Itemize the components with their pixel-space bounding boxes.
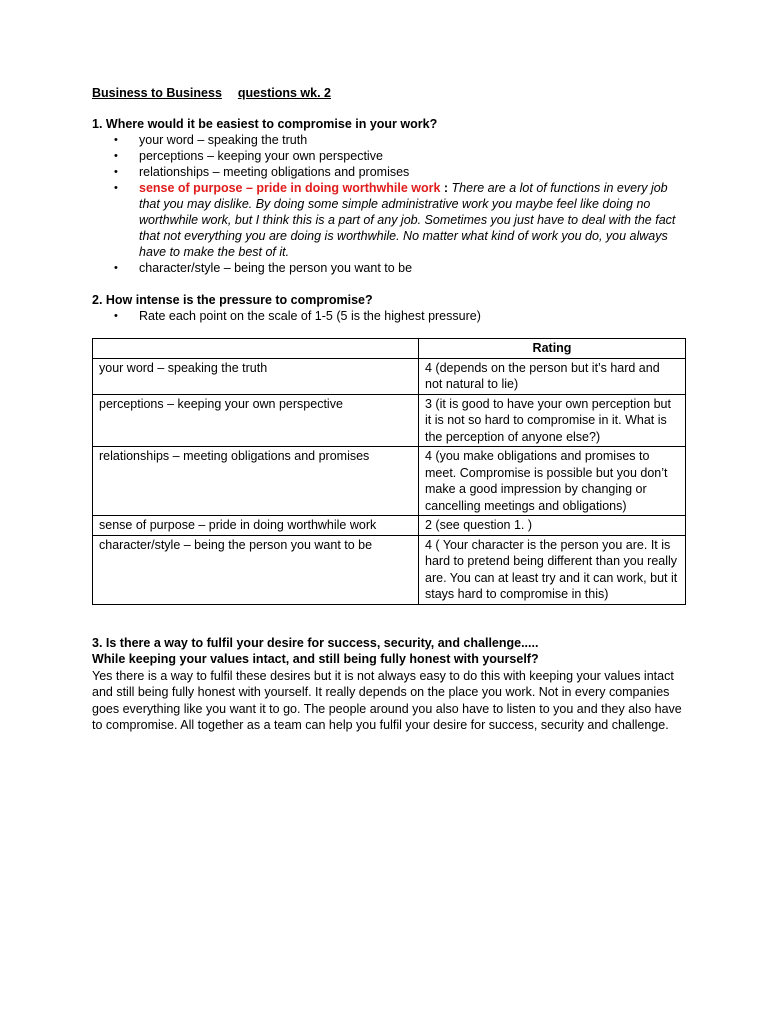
- table-header-row: [93, 339, 686, 359]
- list-item: • relationships – meeting obligations and promises: [92, 164, 692, 180]
- title-left: Business to Business: [92, 86, 222, 100]
- question-3-line1: 3. Is there a way to fulfil your desire for success, security, and challenge.....: [92, 635, 539, 650]
- table-row: [93, 358, 686, 394]
- table-cell: 4 ( Your character is the person you are. It is hard to pretend being different than you really are. You can at least try and it can work, but it stays hard to compromise in this): [419, 535, 686, 604]
- table-row: [93, 394, 686, 447]
- table-cell: 3 (it is good to have your own perception but it is not so hard to compromise in it. What is the perception of anyone else?): [419, 394, 686, 447]
- question-3-answer: Yes there is a way to fulfil these desires but it is not always easy to do this with keeping your values intact and still being fully honest with yourself. It really depends on the place you work. Not in every companies goes everything like you want it to go. The people around you also have to listen to you and they also have to compromise. All together as a team can help you fulfil your desire for success, security and challenge.: [92, 668, 682, 732]
- table-header-cell: [93, 339, 419, 359]
- title-right: questions wk. 2: [237, 86, 331, 100]
- table-row: [93, 535, 686, 604]
- document-page: [92, 86, 692, 734]
- item-comment: There are a lot of functions in every job that you may dislike. By doing some simple administrative work you maybe feel like doing no worthwhile work, but I think this is a part of any job. Sometimes you just have to deal with the fact that not everything you are doing is worthwhile. No matter what kind of work you do, you always have to make the best of it.: [139, 181, 676, 259]
- table-cell: sense of purpose – pride in doing worthwhile work: [93, 516, 419, 536]
- table-row: [93, 447, 686, 516]
- list-item: • perceptions – keeping your own perspective: [92, 148, 692, 164]
- table-cell: your word – speaking the truth: [93, 358, 419, 394]
- table-cell: 2 (see question 1. ): [419, 516, 686, 536]
- table-cell: character/style – being the person you want to be: [93, 535, 419, 604]
- question-3-line2: While keeping your values intact, and still being fully honest with yourself?: [92, 652, 539, 666]
- question-1-list: [92, 132, 692, 276]
- table-header-cell: Rating: [419, 339, 686, 359]
- table-cell: 4 (depends on the person but it’s hard and not natural to lie): [419, 358, 686, 394]
- question-2-list: [92, 308, 692, 324]
- question-2: 2. How intense is the pressure to compromise?: [92, 293, 373, 307]
- highlighted-item: sense of purpose – pride in doing worthwhile work: [139, 181, 441, 195]
- question-1: 1. Where would it be easiest to compromise in your work?: [92, 117, 438, 131]
- question-3: [92, 635, 692, 668]
- list-item: • Rate each point on the scale of 1-5 (5 is the highest pressure): [92, 308, 692, 324]
- table-row: [93, 516, 686, 536]
- rating-table: [92, 338, 686, 605]
- document-title: [92, 86, 692, 100]
- list-item: • your word – speaking the truth: [92, 132, 692, 148]
- table-cell: relationships – meeting obligations and promises: [93, 447, 419, 516]
- separator: :: [440, 181, 452, 195]
- table-cell: 4 (you make obligations and promises to meet. Compromise is possible but you don’t make a good impression by changing or cancelling meetings and obligations): [419, 447, 686, 516]
- table-cell: perceptions – keeping your own perspective: [93, 394, 419, 447]
- list-item-highlighted: [92, 180, 692, 260]
- list-item: • character/style – being the person you want to be: [92, 260, 692, 276]
